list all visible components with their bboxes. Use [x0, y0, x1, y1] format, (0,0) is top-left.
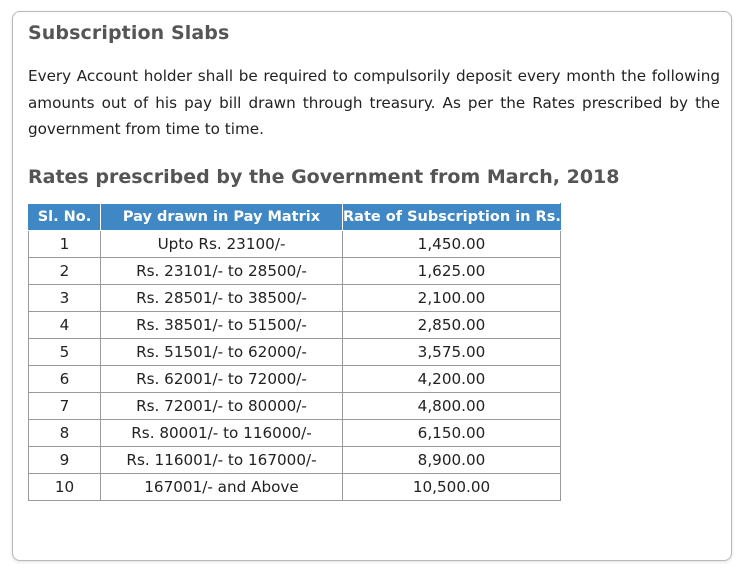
cell-sl-no: 10 [29, 474, 101, 501]
cell-pay-range: Rs. 80001/- to 116000/- [101, 420, 343, 447]
section-heading: Subscription Slabs [28, 22, 230, 44]
table-row [29, 393, 561, 420]
cell-rate: 1,625.00 [343, 258, 561, 285]
cell-pay-range: Rs. 51501/- to 62000/- [101, 339, 343, 366]
table-row [29, 339, 561, 366]
cell-rate: 1,450.00 [343, 231, 561, 258]
cell-pay-range: Rs. 23101/- to 28500/- [101, 258, 343, 285]
cell-rate: 4,800.00 [343, 393, 561, 420]
table-row [29, 447, 561, 474]
cell-sl-no: 7 [29, 393, 101, 420]
cell-rate: 2,100.00 [343, 285, 561, 312]
cell-sl-no: 1 [29, 231, 101, 258]
header-pay-drawn: Pay drawn in Pay Matrix [101, 204, 343, 231]
cell-rate: 4,200.00 [343, 366, 561, 393]
intro-paragraph: Every Account holder shall be required to compulsorily deposit every month the following amounts out of his pay bill drawn through treasury. As per the Rates prescribed by the government from time to time. [28, 67, 720, 138]
subscription-panel [12, 11, 732, 561]
cell-rate: 2,850.00 [343, 312, 561, 339]
cell-sl-no: 6 [29, 366, 101, 393]
table-row [29, 285, 561, 312]
cell-sl-no: 3 [29, 285, 101, 312]
rates-table [28, 203, 561, 501]
cell-sl-no: 9 [29, 447, 101, 474]
table-row [29, 231, 561, 258]
table-header-row [29, 204, 561, 231]
table-row [29, 420, 561, 447]
cell-pay-range: Rs. 116001/- to 167000/- [101, 447, 343, 474]
cell-pay-range: Rs. 38501/- to 51500/- [101, 312, 343, 339]
table-row [29, 366, 561, 393]
table-row [29, 258, 561, 285]
cell-rate: 8,900.00 [343, 447, 561, 474]
cell-rate: 6,150.00 [343, 420, 561, 447]
cell-pay-range: Rs. 62001/- to 72000/- [101, 366, 343, 393]
table-row [29, 312, 561, 339]
cell-sl-no: 8 [29, 420, 101, 447]
cell-pay-range: 167001/- and Above [101, 474, 343, 501]
cell-sl-no: 4 [29, 312, 101, 339]
cell-rate: 3,575.00 [343, 339, 561, 366]
cell-pay-range: Rs. 28501/- to 38500/- [101, 285, 343, 312]
cell-sl-no: 2 [29, 258, 101, 285]
header-sl-no: Sl. No. [29, 204, 101, 231]
header-rate: Rate of Subscription in Rs. [343, 204, 561, 231]
table-row [29, 474, 561, 501]
cell-pay-range: Rs. 72001/- to 80000/- [101, 393, 343, 420]
cell-rate: 10,500.00 [343, 474, 561, 501]
cell-sl-no: 5 [29, 339, 101, 366]
rates-subheading: Rates prescribed by the Government from March, 2018 [28, 166, 620, 188]
cell-pay-range: Upto Rs. 23100/- [101, 231, 343, 258]
